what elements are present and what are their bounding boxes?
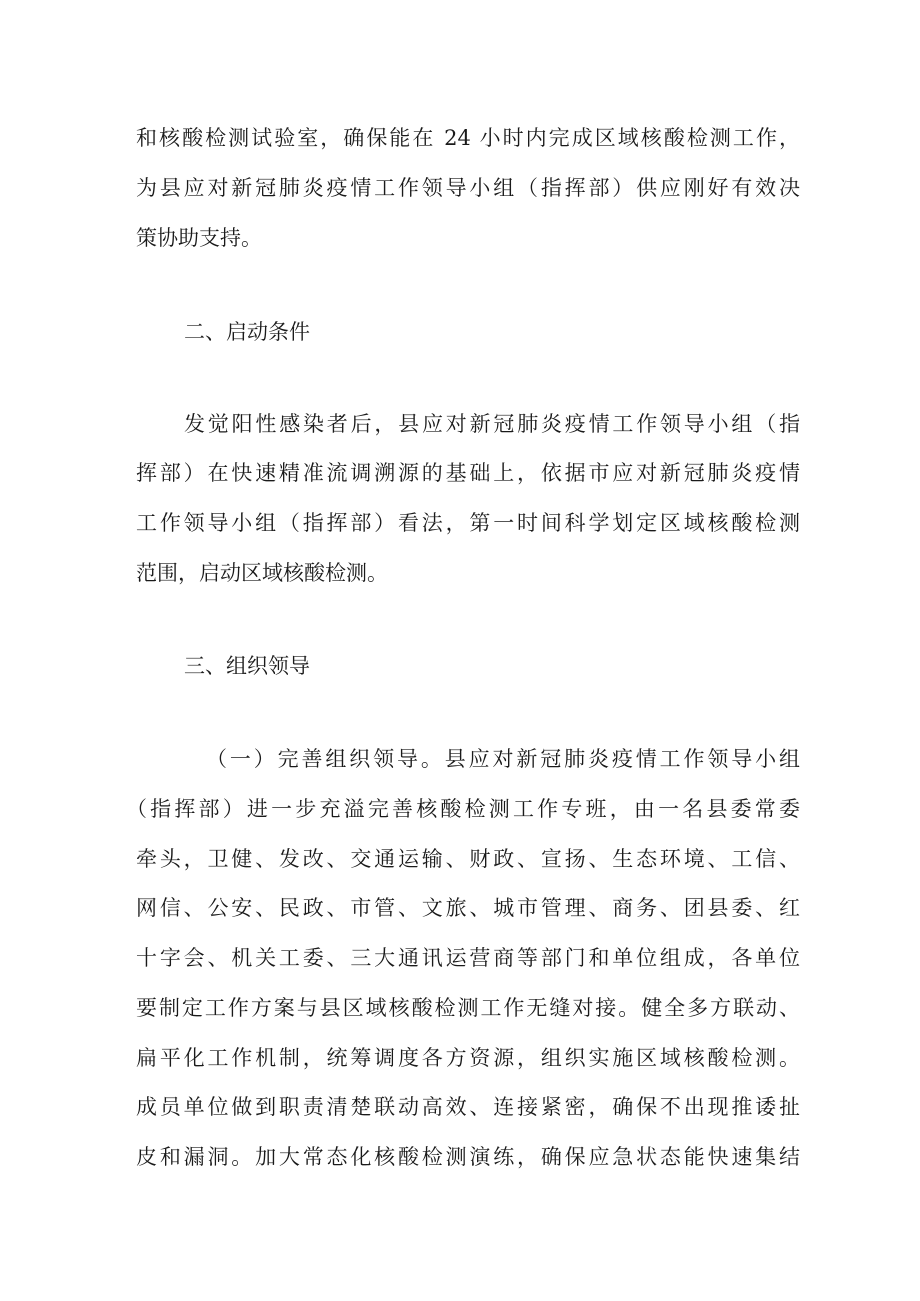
paragraph-line: 扁平化工作机制，统筹调度各方资源，组织实施区域核酸检测。 [136, 1046, 800, 1070]
paragraph-line: 和核酸检测试验室，确保能在 24 小时内完成区域核酸检测工作， [136, 126, 800, 150]
paragraph-line: 范围，启动区域核酸检测。 [136, 561, 388, 585]
paragraph-line: 网信、公安、民政、市管、文旅、城市管理、商务、团县委、红 [136, 896, 800, 920]
paragraph-line: 工作领导小组（指挥部）看法，第一时间科学划定区域核酸检测 [136, 511, 800, 535]
paragraph-line: 策协助支持。 [136, 226, 262, 250]
paragraph-line: 挥部）在快速精准流调溯源的基础上，依据市应对新冠肺炎疫情 [136, 461, 800, 485]
paragraph-line: 牵头，卫健、发改、交通运输、财政、宣扬、生态环境、工信、 [136, 847, 800, 871]
section-heading: 二、启动条件 [184, 320, 310, 344]
paragraph-line: 为县应对新冠肺炎疫情工作领导小组（指挥部）供应刚好有效决 [136, 176, 800, 200]
paragraph-line: （指挥部）进一步充溢完善核酸检测工作专班，由一名县委常委 [126, 797, 800, 821]
paragraph-line: 发觉阳性感染者后，县应对新冠肺炎疫情工作领导小组（指 [184, 412, 800, 436]
paragraph-line: 十字会、机关工委、三大通讯运营商等部门和单位组成，各单位 [136, 946, 800, 970]
paragraph-line: （一）完善组织领导。县应对新冠肺炎疫情工作领导小组 [206, 747, 800, 771]
paragraph-line: 要制定工作方案与县区域核酸检测工作无缝对接。健全多方联动、 [136, 996, 800, 1020]
paragraph-line: 成员单位做到职责清楚联动高效、连接紧密，确保不出现推诿扯 [136, 1095, 800, 1119]
section-heading: 三、组织领导 [184, 654, 310, 678]
paragraph-line: 皮和漏洞。加大常态化核酸检测演练，确保应急状态能快速集结 [136, 1145, 800, 1169]
